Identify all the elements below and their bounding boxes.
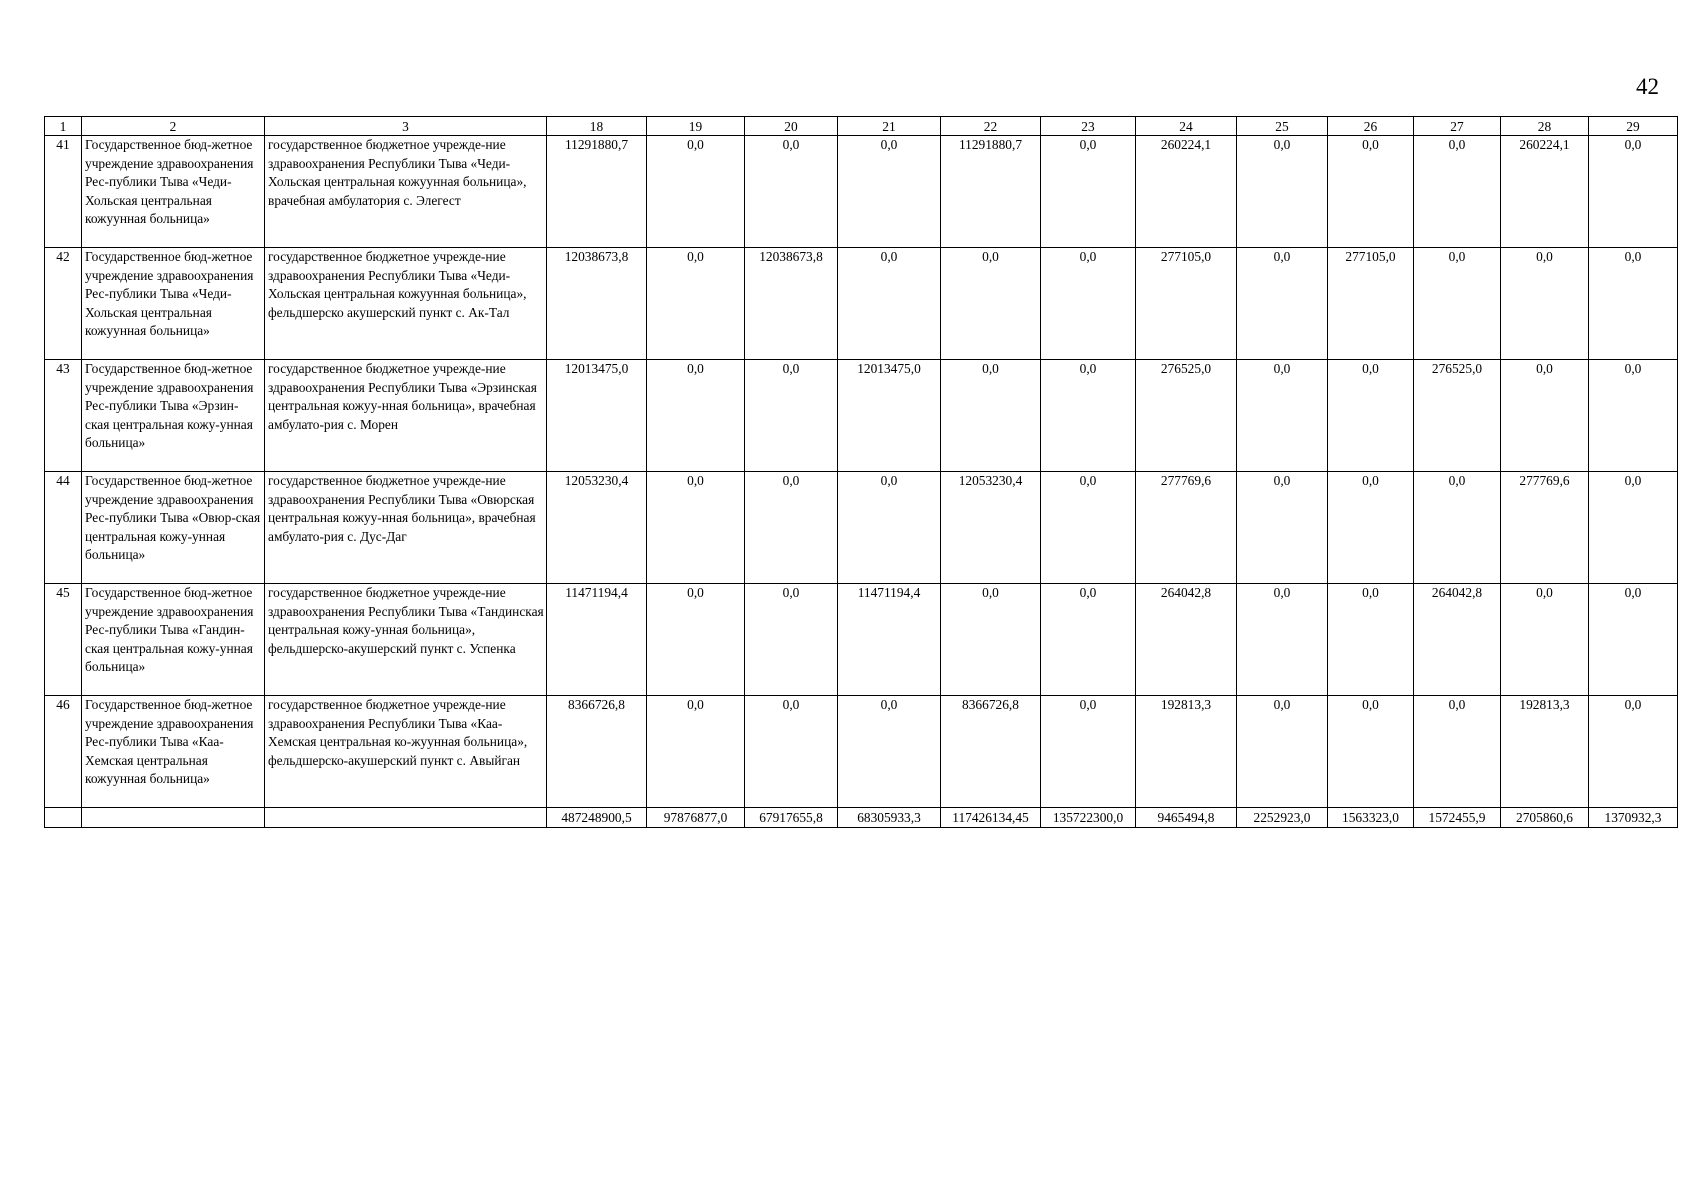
table-row	[45, 136, 1678, 248]
table-row	[45, 248, 1678, 360]
total-value-cell: 67917655,8	[745, 808, 838, 828]
column-number-header: 29	[1589, 117, 1678, 136]
value-cell: 0,0	[745, 136, 838, 248]
institution-name: Государственное бюд-жетное учреждение здравоохранения Рес-публики Тыва «Чеди-Хольская центральная кожуунная больница»	[82, 136, 265, 248]
table-row	[45, 584, 1678, 696]
value-cell: 12053230,4	[941, 472, 1041, 584]
row-index: 42	[45, 248, 82, 360]
value-cell: 277769,6	[1136, 472, 1237, 584]
column-number-header: 1	[45, 117, 82, 136]
column-number-header: 25	[1237, 117, 1328, 136]
row-index: 46	[45, 696, 82, 808]
value-cell: 0,0	[745, 584, 838, 696]
value-cell: 0,0	[1589, 472, 1678, 584]
column-number-header: 27	[1414, 117, 1501, 136]
value-cell: 0,0	[1328, 360, 1414, 472]
row-index: 45	[45, 584, 82, 696]
table-row	[45, 472, 1678, 584]
column-number-header: 28	[1501, 117, 1589, 136]
institution-name: Государственное бюд-жетное учреждение здравоохранения Рес-публики Тыва «Чеди-Хольская центральная кожуунная больница»	[82, 248, 265, 360]
value-cell: 12038673,8	[745, 248, 838, 360]
value-cell: 12053230,4	[547, 472, 647, 584]
value-cell: 192813,3	[1501, 696, 1589, 808]
value-cell: 0,0	[1237, 584, 1328, 696]
column-number-header: 24	[1136, 117, 1237, 136]
value-cell: 0,0	[1237, 472, 1328, 584]
value-cell: 0,0	[1589, 696, 1678, 808]
column-number-header: 2	[82, 117, 265, 136]
value-cell: 0,0	[941, 584, 1041, 696]
total-value-cell: 68305933,3	[838, 808, 941, 828]
institution-name: Государственное бюд-жетное учреждение здравоохранения Рес-публики Тыва «Гандин-ская центральная кожу-унная больница»	[82, 584, 265, 696]
value-cell: 0,0	[838, 696, 941, 808]
value-cell: 11471194,4	[547, 584, 647, 696]
value-cell: 0,0	[838, 472, 941, 584]
total-value-cell: 1563323,0	[1328, 808, 1414, 828]
value-cell: 0,0	[1041, 360, 1136, 472]
institution-name: Государственное бюд-жетное учреждение здравоохранения Рес-публики Тыва «Овюр-ская центральная кожу-унная больница»	[82, 472, 265, 584]
value-cell: 0,0	[1589, 360, 1678, 472]
value-cell: 11291880,7	[547, 136, 647, 248]
value-cell: 0,0	[1041, 696, 1136, 808]
institution-name: Государственное бюд-жетное учреждение здравоохранения Рес-публики Тыва «Каа-Хемская центральная кожуунная больница»	[82, 696, 265, 808]
totals-empty-cell	[82, 808, 265, 828]
value-cell: 0,0	[1414, 472, 1501, 584]
value-cell: 0,0	[838, 136, 941, 248]
value-cell: 12013475,0	[838, 360, 941, 472]
total-value-cell: 2705860,6	[1501, 808, 1589, 828]
value-cell: 0,0	[1589, 584, 1678, 696]
value-cell: 0,0	[1414, 136, 1501, 248]
facility-name: государственное бюджетное учрежде-ние здравоохранения Республики Тыва «Овюрская центральная кожуу-нная больница», врачебная амбулато-рия с. Дус-Даг	[265, 472, 547, 584]
column-number-header: 19	[647, 117, 745, 136]
value-cell: 0,0	[1237, 696, 1328, 808]
total-value-cell: 97876877,0	[647, 808, 745, 828]
facility-name: государственное бюджетное учрежде-ние здравоохранения Республики Тыва «Эрзинская центральная кожуу-нная больница», врачебная амбулато-рия с. Морен	[265, 360, 547, 472]
value-cell: 12013475,0	[547, 360, 647, 472]
value-cell: 11291880,7	[941, 136, 1041, 248]
row-index: 43	[45, 360, 82, 472]
value-cell: 0,0	[838, 248, 941, 360]
value-cell: 0,0	[1589, 248, 1678, 360]
value-cell: 260224,1	[1501, 136, 1589, 248]
value-cell: 276525,0	[1136, 360, 1237, 472]
value-cell: 0,0	[745, 696, 838, 808]
value-cell: 0,0	[1589, 136, 1678, 248]
value-cell: 0,0	[941, 360, 1041, 472]
value-cell: 0,0	[1414, 248, 1501, 360]
value-cell: 277105,0	[1136, 248, 1237, 360]
value-cell: 11471194,4	[838, 584, 941, 696]
row-index: 41	[45, 136, 82, 248]
value-cell: 0,0	[647, 472, 745, 584]
value-cell: 0,0	[745, 360, 838, 472]
column-number-header: 22	[941, 117, 1041, 136]
facility-name: государственное бюджетное учрежде-ние здравоохранения Республики Тыва «Тандинская центральная кожу-унная больница», фельдшерско-акушерский пункт с. Успенка	[265, 584, 547, 696]
value-cell: 0,0	[941, 248, 1041, 360]
value-cell: 276525,0	[1414, 360, 1501, 472]
value-cell: 0,0	[647, 696, 745, 808]
value-cell: 0,0	[1501, 248, 1589, 360]
value-cell: 0,0	[1328, 472, 1414, 584]
row-index: 44	[45, 472, 82, 584]
value-cell: 0,0	[1041, 136, 1136, 248]
value-cell: 0,0	[1237, 248, 1328, 360]
value-cell: 0,0	[1328, 696, 1414, 808]
institution-name: Государственное бюд-жетное учреждение здравоохранения Рес-публики Тыва «Эрзин-ская центральная кожу-унная больница»	[82, 360, 265, 472]
facility-name: государственное бюджетное учрежде-ние здравоохранения Республики Тыва «Каа-Хемская центральная ко-жуунная больница», фельдшерско-акушерский пункт с. Авыйган	[265, 696, 547, 808]
value-cell: 0,0	[1041, 248, 1136, 360]
total-value-cell: 1370932,3	[1589, 808, 1678, 828]
value-cell: 8366726,8	[941, 696, 1041, 808]
value-cell: 0,0	[1328, 584, 1414, 696]
value-cell: 0,0	[1041, 472, 1136, 584]
facility-name: государственное бюджетное учрежде-ние здравоохранения Республики Тыва «Чеди-Хольская центральная кожуунная больница», врачебная амбулатория с. Элегест	[265, 136, 547, 248]
value-cell: 0,0	[1237, 136, 1328, 248]
totals-row	[45, 808, 1678, 828]
total-value-cell: 117426134,45	[941, 808, 1041, 828]
column-number-header: 23	[1041, 117, 1136, 136]
value-cell: 8366726,8	[547, 696, 647, 808]
value-cell: 0,0	[745, 472, 838, 584]
value-cell: 192813,3	[1136, 696, 1237, 808]
value-cell: 0,0	[647, 248, 745, 360]
value-cell: 0,0	[1501, 584, 1589, 696]
value-cell: 277105,0	[1328, 248, 1414, 360]
column-number-header: 26	[1328, 117, 1414, 136]
value-cell: 0,0	[647, 136, 745, 248]
total-value-cell: 1572455,9	[1414, 808, 1501, 828]
total-value-cell: 487248900,5	[547, 808, 647, 828]
value-cell: 264042,8	[1136, 584, 1237, 696]
value-cell: 0,0	[1501, 360, 1589, 472]
value-cell: 0,0	[1328, 136, 1414, 248]
total-value-cell: 9465494,8	[1136, 808, 1237, 828]
totals-empty-cell	[45, 808, 82, 828]
value-cell: 0,0	[647, 360, 745, 472]
column-number-header: 18	[547, 117, 647, 136]
totals-empty-cell	[265, 808, 547, 828]
value-cell: 264042,8	[1414, 584, 1501, 696]
column-number-header-row	[45, 117, 1678, 136]
value-cell: 0,0	[1041, 584, 1136, 696]
column-number-header: 21	[838, 117, 941, 136]
facility-name: государственное бюджетное учрежде-ние здравоохранения Республики Тыва «Чеди-Хольская центральная кожуунная больница», фельдшерско акушерский пункт с. Ак-Тал	[265, 248, 547, 360]
total-value-cell: 2252923,0	[1237, 808, 1328, 828]
value-cell: 0,0	[1237, 360, 1328, 472]
value-cell: 0,0	[647, 584, 745, 696]
budget-table	[44, 116, 1678, 828]
table-row	[45, 360, 1678, 472]
table-body	[45, 117, 1678, 828]
value-cell: 277769,6	[1501, 472, 1589, 584]
column-number-header: 3	[265, 117, 547, 136]
total-value-cell: 135722300,0	[1041, 808, 1136, 828]
column-number-header: 20	[745, 117, 838, 136]
page-number: 42	[1636, 74, 1659, 99]
value-cell: 12038673,8	[547, 248, 647, 360]
table-row	[45, 696, 1678, 808]
value-cell: 0,0	[1414, 696, 1501, 808]
value-cell: 260224,1	[1136, 136, 1237, 248]
